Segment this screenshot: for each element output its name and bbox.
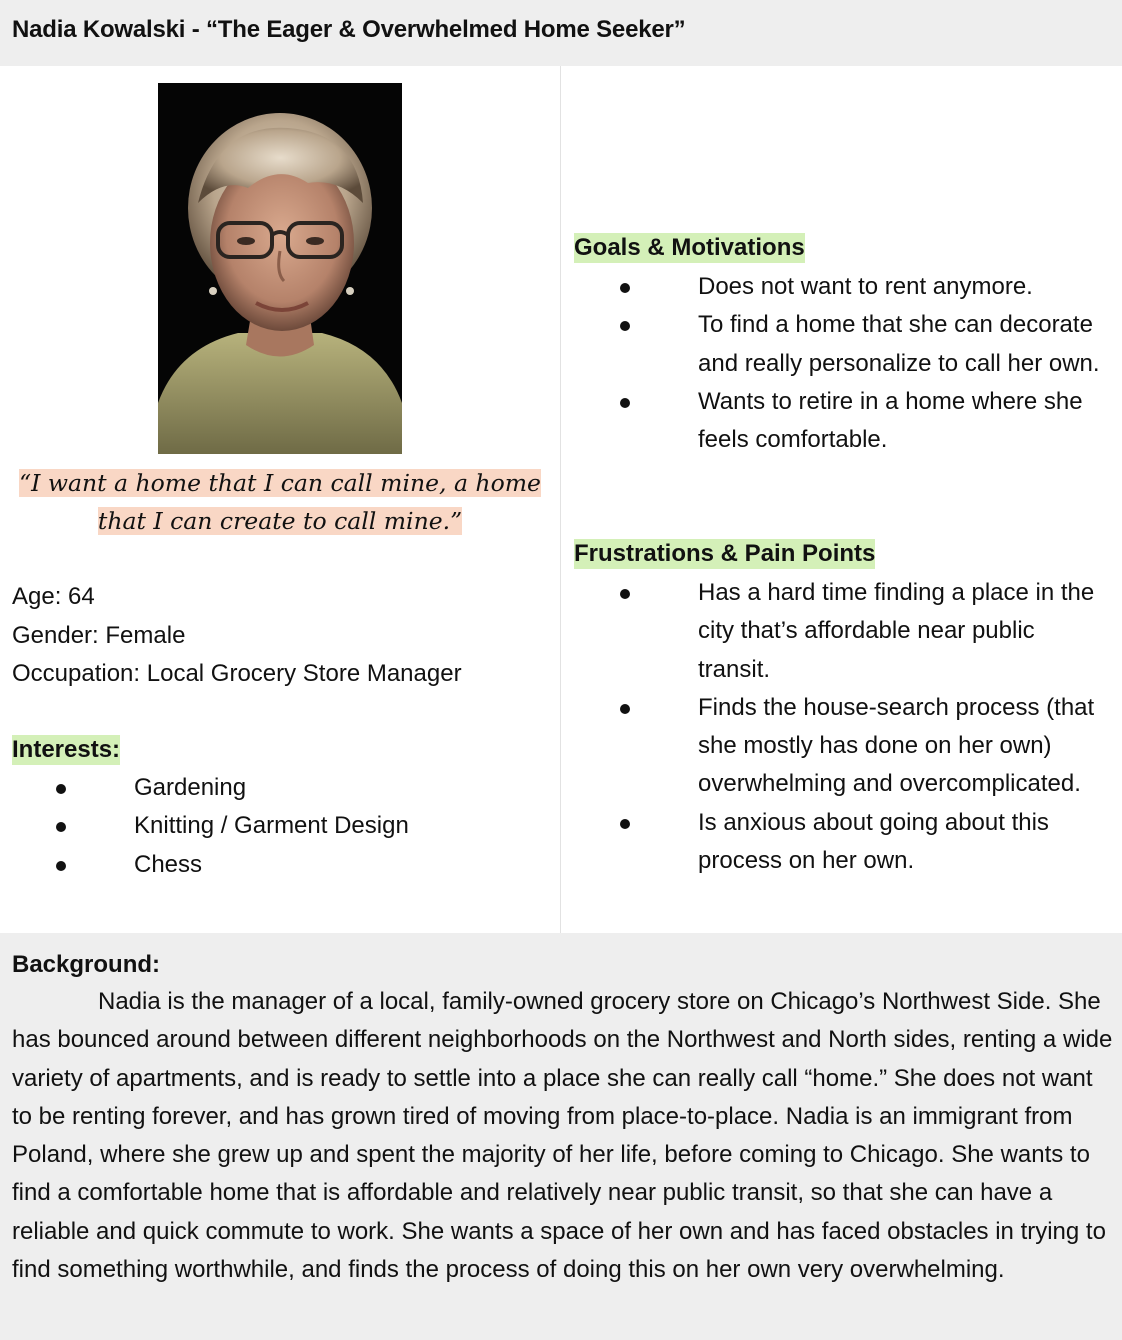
list-item: Chess xyxy=(48,846,409,884)
goals-heading-label: Goals & Motivations xyxy=(574,234,805,261)
age-text: Age: 64 xyxy=(12,583,95,610)
frustrations-list xyxy=(612,574,1112,880)
frustrations-heading xyxy=(574,539,875,569)
interests-heading xyxy=(12,735,120,765)
list-item: Knitting / Garment Design xyxy=(48,807,409,845)
interests-heading-label: Interests: xyxy=(12,736,121,763)
persona-photo xyxy=(158,83,402,454)
demographics xyxy=(12,578,462,694)
frustrations-heading-label: Frustrations & Pain Points xyxy=(574,540,876,567)
background-heading: Background: xyxy=(12,951,161,978)
quote-text: “I want a home that I can call mine, a home that I can create to call mine.” xyxy=(19,469,541,535)
gender-text: Gender: Female xyxy=(12,621,186,649)
column-divider xyxy=(560,66,561,933)
header-bar xyxy=(0,0,1122,66)
list-item: Has a hard time finding a place in the city that’s affordable near public transit. xyxy=(612,574,1112,689)
list-item: Is anxious about going about this process on her own. xyxy=(612,804,1112,881)
list-item: Does not want to rent anymore. xyxy=(612,268,1112,306)
page-title: Nadia Kowalski - “The Eager & Overwhelmed Home Seeker” xyxy=(12,16,686,43)
occupation-text: Occupation: Local Grocery Store Manager xyxy=(12,660,462,687)
background-text: Nadia is the manager of a local, family-owned grocery store on Chicago’s Northwest Side. She has bounced around between different neighborhoods on the Northwest and North sides, renting a wide variety of apartments, and is ready to settle into a place she can really call “home.” She does not want to be renting forever, and has grown tired of moving from place-to-place. Nadia is an immigrant from Poland, where she grew up and spent the majority of her life, before coming to Chicago. She wants to find a comfortable home that is affordable and relatively near public transit, so that she can have a reliable and quick commute to work. She wants a space of her own and has faced obstacles in trying to find something worthwhile, and finds the process of doing this on her own very overwhelming. xyxy=(12,988,1113,1284)
goals-heading xyxy=(574,233,805,263)
list-item: Wants to retire in a home where she feels comfortable. xyxy=(612,383,1112,460)
list-item: To find a home that she can decorate and really personalize to call her own. xyxy=(612,306,1112,383)
list-item: Gardening xyxy=(48,769,409,807)
persona-quote xyxy=(12,464,548,540)
goals-list xyxy=(612,268,1112,459)
list-item: Finds the house-search process (that she mostly has done on her own) overwhelming and overcomplicated. xyxy=(612,689,1112,804)
interests-list xyxy=(48,769,409,884)
